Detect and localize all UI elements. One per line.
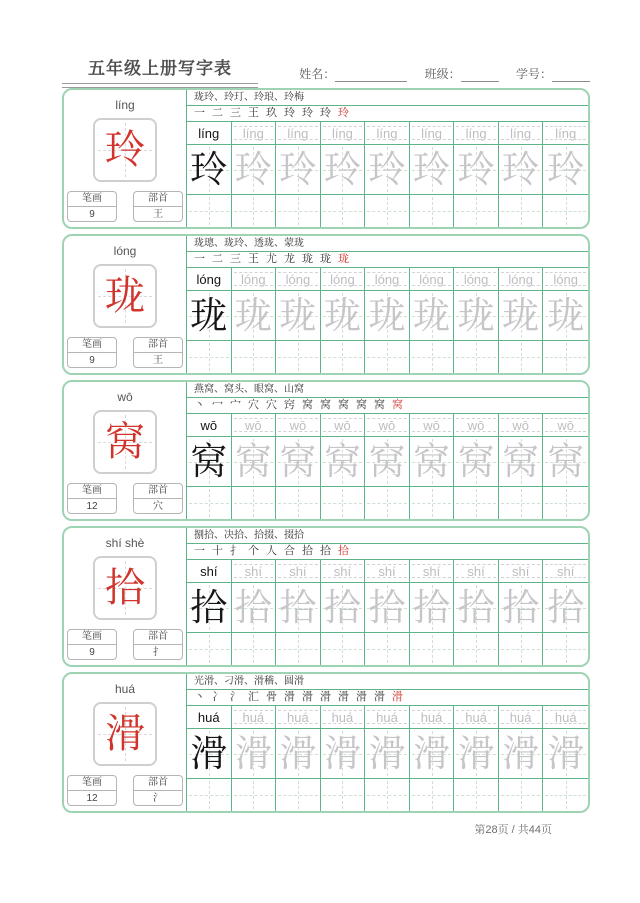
class-field: [425, 67, 499, 81]
character-cell: 窝: [321, 437, 366, 486]
radical-value: 王: [153, 209, 163, 220]
empty-practice-cell: [365, 779, 410, 811]
empty-practice-cell: [454, 195, 499, 227]
empty-practice-cell: [365, 487, 410, 519]
character-cell: 玲: [187, 145, 232, 194]
title-wrap: [62, 59, 258, 88]
pinyin-cell: líng: [543, 122, 588, 144]
character-cell: 窝: [187, 437, 232, 486]
pinyin-cell: lóng: [365, 268, 410, 290]
radical-table: [133, 483, 183, 514]
character-info-panel: [64, 382, 187, 519]
character-practice-row: [187, 583, 588, 633]
empty-practice-cell: [410, 633, 455, 665]
character-cell: 玲: [365, 145, 410, 194]
name-label: 姓名：: [299, 67, 336, 81]
pinyin-cell: huá: [499, 706, 544, 728]
stroke-glyph: 尤: [266, 253, 277, 265]
stroke-count-header: 笔画: [68, 192, 116, 207]
empty-practice-row: [187, 195, 588, 227]
pinyin-cell: wō: [410, 414, 455, 436]
pinyin-cell: shí: [410, 560, 455, 582]
mini-tables: [64, 483, 186, 514]
stroke-glyph: 窝: [356, 399, 367, 411]
empty-practice-cell: [276, 341, 321, 373]
character-box: [93, 702, 157, 766]
pinyin-cell: lóng: [232, 268, 277, 290]
stroke-glyph: 滑: [284, 691, 295, 703]
character-info-panel: [64, 528, 187, 665]
stroke-glyph: 滑: [320, 691, 331, 703]
character-block: [62, 380, 590, 521]
empty-practice-cell: [276, 633, 321, 665]
stroke-order-row: [187, 544, 588, 560]
pinyin-cell: líng: [410, 122, 455, 144]
pinyin-cell: líng: [499, 122, 544, 144]
stroke-glyph: 拾: [338, 545, 349, 557]
radical-value: 氵: [153, 793, 163, 804]
stroke-glyph: 滑: [338, 691, 349, 703]
pinyin-practice-row: [187, 268, 588, 291]
stroke-glyph: 窝: [320, 399, 331, 411]
id-label: 学号：: [515, 67, 552, 81]
stroke-glyph: 滑: [302, 691, 313, 703]
main-character: 珑: [105, 273, 145, 319]
radical-header: 部首: [134, 484, 182, 499]
character-cell: 拾: [321, 583, 366, 632]
stroke-count-value: 12: [86, 501, 98, 512]
radical-value: 王: [153, 355, 163, 366]
empty-practice-cell: [276, 195, 321, 227]
pinyin-cell: líng: [321, 122, 366, 144]
stroke-count-header: 笔画: [68, 484, 116, 499]
stroke-glyph: 三: [230, 107, 241, 119]
pinyin-cell: wō: [232, 414, 277, 436]
pinyin-practice-row: [187, 414, 588, 437]
stroke-count-table: [67, 775, 117, 806]
practice-panel: [187, 236, 588, 373]
empty-practice-cell: [276, 779, 321, 811]
character-cell: 珑: [232, 291, 277, 340]
stroke-glyph: 三: [230, 253, 241, 265]
pinyin-cell: huá: [321, 706, 366, 728]
character-cell: 滑: [499, 729, 544, 778]
stroke-count-header: 笔画: [68, 776, 116, 791]
pinyin-cell: huá: [454, 706, 499, 728]
stroke-count-value: 9: [89, 355, 95, 366]
empty-practice-row: [187, 487, 588, 519]
empty-practice-cell: [499, 633, 544, 665]
main-character: 窝: [105, 419, 145, 465]
pinyin-cell: wō: [276, 414, 321, 436]
empty-practice-cell: [454, 487, 499, 519]
pinyin-cell: huá: [232, 706, 277, 728]
mini-tables: [64, 191, 186, 222]
empty-practice-cell: [410, 487, 455, 519]
empty-practice-cell: [499, 341, 544, 373]
character-cell: 窝: [232, 437, 277, 486]
empty-practice-cell: [365, 633, 410, 665]
stroke-count-value: 9: [89, 209, 95, 220]
pinyin-practice-row: [187, 122, 588, 145]
practice-panel: [187, 90, 588, 227]
stroke-glyph: 珑: [338, 253, 349, 265]
character-cell: 玲: [543, 145, 588, 194]
empty-practice-cell: [543, 341, 588, 373]
character-cell: 拾: [365, 583, 410, 632]
empty-practice-cell: [321, 341, 366, 373]
practice-panel: [187, 674, 588, 811]
stroke-glyph: 窝: [374, 399, 385, 411]
character-practice-row: [187, 291, 588, 341]
mini-tables: [64, 775, 186, 806]
empty-practice-cell: [454, 779, 499, 811]
pinyin-cell: wō: [543, 414, 588, 436]
stroke-glyph: 氵: [230, 691, 241, 703]
practice-panel: [187, 382, 588, 519]
stroke-glyph: 拾: [302, 545, 313, 557]
stroke-count-header: 笔画: [68, 630, 116, 645]
name-field: [299, 67, 407, 81]
character-info-panel: [64, 90, 187, 227]
empty-practice-row: [187, 633, 588, 665]
character-cell: 拾: [499, 583, 544, 632]
pinyin-label: líng: [115, 98, 135, 112]
character-cell: 滑: [232, 729, 277, 778]
stroke-count-value: 12: [86, 793, 98, 804]
pinyin-cell: wō: [499, 414, 544, 436]
character-info-panel: [64, 236, 187, 373]
character-practice-row: [187, 437, 588, 487]
stroke-count-table: [67, 191, 117, 222]
stroke-glyph: 冖: [212, 399, 223, 411]
stroke-count-header: 笔画: [68, 338, 116, 353]
empty-practice-cell: [232, 779, 277, 811]
character-cell: 玲: [410, 145, 455, 194]
character-cell: 玲: [276, 145, 321, 194]
character-cell: 珑: [187, 291, 232, 340]
empty-practice-cell: [321, 779, 366, 811]
character-block: [62, 672, 590, 813]
empty-practice-cell: [321, 195, 366, 227]
stroke-glyph: 十: [212, 545, 223, 557]
pinyin-cell: lóng: [187, 268, 232, 290]
pinyin-cell: wō: [454, 414, 499, 436]
stroke-glyph: 一: [194, 545, 205, 557]
empty-practice-row: [187, 341, 588, 373]
pinyin-cell: líng: [276, 122, 321, 144]
empty-practice-cell: [543, 487, 588, 519]
stroke-glyph: 窍: [284, 399, 295, 411]
radical-value: 穴: [153, 501, 163, 512]
name-blank-line: [335, 70, 407, 82]
character-info-panel: [64, 674, 187, 811]
character-cell: 窝: [365, 437, 410, 486]
empty-practice-cell: [321, 487, 366, 519]
empty-practice-cell: [365, 341, 410, 373]
empty-practice-cell: [365, 195, 410, 227]
empty-practice-cell: [187, 195, 232, 227]
empty-practice-cell: [410, 195, 455, 227]
character-practice-row: [187, 145, 588, 195]
character-cell: 珑: [276, 291, 321, 340]
character-cell: 滑: [321, 729, 366, 778]
pinyin-cell: shí: [276, 560, 321, 582]
character-cell: 滑: [543, 729, 588, 778]
pinyin-cell: huá: [187, 706, 232, 728]
stroke-glyph: 王: [248, 107, 259, 119]
stroke-order-row: [187, 398, 588, 414]
pinyin-label: shí shè: [105, 536, 145, 550]
pinyin-cell: líng: [232, 122, 277, 144]
empty-practice-row: [187, 779, 588, 811]
stroke-count-table: [67, 337, 117, 368]
character-cell: 窝: [543, 437, 588, 486]
character-cell: 玲: [454, 145, 499, 194]
title-underline: [62, 83, 258, 88]
stroke-glyph: 滑: [392, 691, 403, 703]
stroke-glyph: 珑: [320, 253, 331, 265]
character-box: [93, 264, 157, 328]
character-cell: 拾: [276, 583, 321, 632]
pinyin-cell: shí: [232, 560, 277, 582]
empty-practice-cell: [543, 779, 588, 811]
pinyin-cell: shí: [187, 560, 232, 582]
stroke-glyph: 二: [212, 107, 223, 119]
stroke-glyph: 汇: [248, 691, 259, 703]
character-box: [93, 556, 157, 620]
empty-practice-cell: [454, 633, 499, 665]
stroke-glyph: 穴: [248, 399, 259, 411]
pinyin-label: wō: [117, 390, 133, 404]
class-label: 班级：: [424, 67, 461, 81]
stroke-glyph: 二: [212, 253, 223, 265]
pinyin-cell: wō: [187, 414, 232, 436]
stroke-glyph: 丶: [194, 399, 205, 411]
stroke-glyph: 人: [266, 545, 277, 557]
empty-practice-cell: [187, 779, 232, 811]
pinyin-practice-row: [187, 706, 588, 729]
empty-practice-cell: [499, 779, 544, 811]
character-cell: 珑: [365, 291, 410, 340]
student-info-fields: [285, 65, 590, 88]
empty-practice-cell: [232, 341, 277, 373]
stroke-glyph: 窝: [302, 399, 313, 411]
page-title: 五年级上册写字表: [88, 59, 232, 78]
id-field: [516, 67, 590, 81]
character-cell: 拾: [232, 583, 277, 632]
stroke-glyph: 穴: [266, 399, 277, 411]
main-character: 拾: [105, 565, 145, 611]
page-footer: [62, 821, 590, 837]
stroke-glyph: 一: [194, 107, 205, 119]
character-block: [62, 526, 590, 667]
pinyin-label: lóng: [113, 244, 137, 258]
stroke-glyph: 宀: [230, 399, 241, 411]
stroke-glyph: 窝: [338, 399, 349, 411]
example-words: 光滑、刁滑、滑稽、圆滑: [187, 674, 588, 690]
stroke-glyph: 扌: [230, 545, 241, 557]
main-character: 滑: [105, 711, 145, 757]
empty-practice-cell: [187, 633, 232, 665]
empty-practice-cell: [543, 195, 588, 227]
stroke-glyph: 个: [248, 545, 259, 557]
stroke-order-row: [187, 690, 588, 706]
character-cell: 玲: [321, 145, 366, 194]
mini-tables: [64, 337, 186, 368]
id-blank-line: [552, 70, 590, 82]
character-cell: 玲: [499, 145, 544, 194]
stroke-glyph: 珑: [302, 253, 313, 265]
empty-practice-cell: [232, 633, 277, 665]
mini-tables: [64, 629, 186, 660]
pinyin-cell: líng: [187, 122, 232, 144]
stroke-glyph: 拾: [320, 545, 331, 557]
stroke-glyph: 玲: [338, 107, 349, 119]
pinyin-cell: lóng: [543, 268, 588, 290]
character-cell: 珑: [321, 291, 366, 340]
character-cell: 窝: [499, 437, 544, 486]
character-blocks: [62, 88, 590, 813]
stroke-glyph: 龙: [284, 253, 295, 265]
example-words: 燕窝、窝头、眼窝、山窝: [187, 382, 588, 398]
example-words: 捌拾、决拾、拾掇、掇拾: [187, 528, 588, 544]
pinyin-cell: shí: [365, 560, 410, 582]
character-cell: 珑: [454, 291, 499, 340]
character-cell: 珑: [410, 291, 455, 340]
pinyin-cell: huá: [276, 706, 321, 728]
character-cell: 珑: [499, 291, 544, 340]
character-box: [93, 410, 157, 474]
stroke-count-value: 9: [89, 647, 95, 658]
pinyin-cell: wō: [365, 414, 410, 436]
stroke-glyph: 玲: [320, 107, 331, 119]
empty-practice-cell: [410, 779, 455, 811]
character-cell: 滑: [365, 729, 410, 778]
character-cell: 窝: [276, 437, 321, 486]
stroke-glyph: 滑: [374, 691, 385, 703]
pinyin-cell: líng: [454, 122, 499, 144]
character-box: [93, 118, 157, 182]
example-words: 珑璁、珑玲、透珑、蒙珑: [187, 236, 588, 252]
pinyin-cell: lóng: [410, 268, 455, 290]
radical-header: 部首: [134, 630, 182, 645]
character-cell: 滑: [187, 729, 232, 778]
stroke-glyph: 玲: [302, 107, 313, 119]
empty-practice-cell: [543, 633, 588, 665]
stroke-glyph: 合: [284, 545, 295, 557]
empty-practice-cell: [499, 487, 544, 519]
page-number: 第28页 / 共44页: [474, 824, 552, 836]
radical-header: 部首: [134, 192, 182, 207]
stroke-order-row: [187, 106, 588, 122]
main-character: 玲: [105, 127, 145, 173]
stroke-count-table: [67, 629, 117, 660]
character-cell: 拾: [187, 583, 232, 632]
character-practice-row: [187, 729, 588, 779]
page-header: [62, 50, 590, 88]
pinyin-cell: lóng: [321, 268, 366, 290]
stroke-glyph: 丶: [194, 691, 205, 703]
stroke-glyph: 骨: [266, 691, 277, 703]
stroke-count-table: [67, 483, 117, 514]
empty-practice-cell: [187, 487, 232, 519]
character-cell: 珑: [543, 291, 588, 340]
empty-practice-cell: [232, 487, 277, 519]
character-cell: 拾: [543, 583, 588, 632]
pinyin-cell: lóng: [499, 268, 544, 290]
pinyin-cell: wō: [321, 414, 366, 436]
radical-table: [133, 337, 183, 368]
character-cell: 滑: [410, 729, 455, 778]
stroke-glyph: 玲: [284, 107, 295, 119]
character-cell: 玲: [232, 145, 277, 194]
pinyin-cell: shí: [543, 560, 588, 582]
pinyin-cell: lóng: [454, 268, 499, 290]
pinyin-cell: shí: [499, 560, 544, 582]
stroke-glyph: 冫: [212, 691, 223, 703]
character-cell: 滑: [276, 729, 321, 778]
radical-value: 扌: [153, 647, 163, 658]
radical-table: [133, 191, 183, 222]
radical-header: 部首: [134, 776, 182, 791]
stroke-glyph: 滑: [356, 691, 367, 703]
character-cell: 滑: [454, 729, 499, 778]
empty-practice-cell: [232, 195, 277, 227]
character-cell: 窝: [454, 437, 499, 486]
stroke-glyph: 玖: [266, 107, 277, 119]
pinyin-label: huá: [114, 682, 136, 696]
empty-practice-cell: [321, 633, 366, 665]
pinyin-cell: lóng: [276, 268, 321, 290]
example-words: 珑玲、玲玎、玲琅、玲梅: [187, 90, 588, 106]
stroke-glyph: 一: [194, 253, 205, 265]
class-blank-line: [461, 70, 499, 82]
practice-panel: [187, 528, 588, 665]
pinyin-cell: líng: [365, 122, 410, 144]
empty-practice-cell: [454, 341, 499, 373]
character-block: [62, 234, 590, 375]
stroke-glyph: 王: [248, 253, 259, 265]
pinyin-cell: huá: [365, 706, 410, 728]
character-cell: 窝: [410, 437, 455, 486]
empty-practice-cell: [276, 487, 321, 519]
pinyin-cell: shí: [321, 560, 366, 582]
radical-table: [133, 629, 183, 660]
empty-practice-cell: [187, 341, 232, 373]
character-block: [62, 88, 590, 229]
radical-header: 部首: [134, 338, 182, 353]
pinyin-practice-row: [187, 560, 588, 583]
pinyin-cell: huá: [543, 706, 588, 728]
empty-practice-cell: [410, 341, 455, 373]
empty-practice-cell: [499, 195, 544, 227]
radical-table: [133, 775, 183, 806]
pinyin-cell: shí: [454, 560, 499, 582]
character-cell: 拾: [410, 583, 455, 632]
character-cell: 拾: [454, 583, 499, 632]
stroke-order-row: [187, 252, 588, 268]
stroke-glyph: 窝: [392, 399, 403, 411]
pinyin-cell: huá: [410, 706, 455, 728]
